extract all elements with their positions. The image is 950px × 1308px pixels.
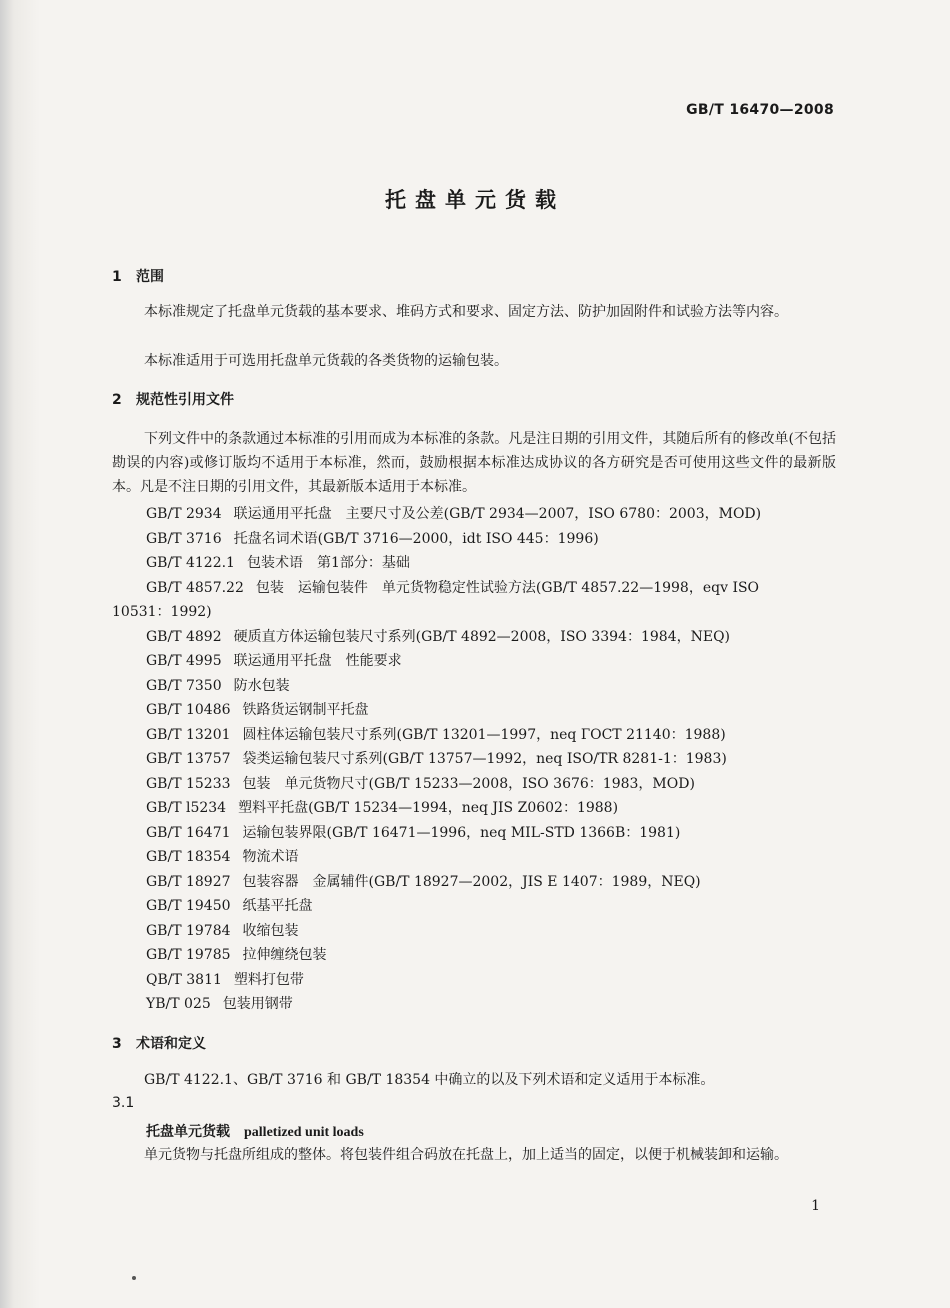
reference-item: GB/T 4122.1 包装术语 第1部分：基础 bbox=[146, 555, 410, 571]
section-1-heading bbox=[112, 266, 164, 286]
standard-id: GB/T 16470—2008 bbox=[686, 102, 834, 118]
section-2-paragraph-1: 下列文件中的条款通过本标准的引用而成为本标准的条款。凡是注日期的引用文件，其随后所有的修改单(不包括勘误的内容)或修订版均不适用于本标准，然而，鼓励根据本标准达成协议的各方研究是否可使用这些文件的最新版本。凡是不注日期的引用文件，其最新版本适用于本标准。 bbox=[112, 431, 836, 495]
section-3-paragraph-1: GB/T 4122.1、GB/T 3716 和 GB/T 18354 中确立的以及下列术语和定义适用于本标准。 bbox=[144, 1072, 715, 1088]
reference-item: GB/T 19785 拉伸缠绕包装 bbox=[146, 947, 327, 963]
reference-item-continuation: 10531：1992) bbox=[112, 604, 212, 620]
reference-item: GB/T 4892 硬质直方体运输包装尺寸系列(GB/T 4892—2008，ISO 3394：1984，NEQ) bbox=[146, 629, 731, 645]
subsection-number: 3.1 bbox=[112, 1095, 135, 1111]
reference-item: GB/T 18354 物流术语 bbox=[146, 849, 299, 865]
section-number: 2 bbox=[112, 392, 122, 408]
page-number: 1 bbox=[811, 1198, 820, 1214]
section-1-paragraph-2: 本标准适用于可选用托盘单元货载的各类货物的运输包装。 bbox=[144, 353, 508, 369]
term-chinese: 托盘单元货载 bbox=[146, 1124, 230, 1140]
reference-item: GB/T 16471 运输包装界限(GB/T 16471—1996，neq MIL-STD 1366B：1981) bbox=[146, 825, 681, 841]
reference-item: QB/T 3811 塑料打包带 bbox=[146, 972, 304, 988]
reference-item: GB/T 4995 联运通用平托盘 性能要求 bbox=[146, 653, 402, 669]
scan-speck bbox=[132, 1276, 136, 1280]
section-title: 规范性引用文件 bbox=[136, 392, 234, 408]
section-number: 3 bbox=[112, 1036, 122, 1052]
reference-item: GB/T 13757 袋类运输包装尺寸系列(GB/T 13757—1992，neq ISO/TR 8281-1：1983) bbox=[146, 751, 727, 767]
reference-item: GB/T 19784 收缩包装 bbox=[146, 923, 299, 939]
section-title: 范围 bbox=[136, 269, 164, 285]
reference-item: GB/T 3716 托盘名词术语(GB/T 3716—2000，idt ISO 445：1996) bbox=[146, 531, 599, 547]
section-2-heading bbox=[112, 389, 234, 409]
reference-item: YB/T 025 包装用钢带 bbox=[146, 996, 293, 1012]
reference-item: GB/T 13201 圆柱体运输包装尺寸系列(GB/T 13201—1997，neq ГОСТ 21140：1988) bbox=[146, 727, 726, 743]
term-entry bbox=[146, 1121, 364, 1141]
term-english: palletized unit loads bbox=[244, 1125, 364, 1140]
reference-item: GB/T 18927 包装容器 金属辅件(GB/T 18927—2002，JIS E 1407：1989，NEQ) bbox=[146, 874, 701, 890]
reference-item: GB/T 10486 铁路货运钢制平托盘 bbox=[146, 702, 369, 718]
reference-item: GB/T 7350 防水包装 bbox=[146, 678, 290, 694]
section-3-heading bbox=[112, 1033, 206, 1053]
section-number: 1 bbox=[112, 269, 122, 285]
section-title: 术语和定义 bbox=[136, 1036, 206, 1052]
reference-item: GB/T 4857.22 包装 运输包装件 单元货物稳定性试验方法(GB/T 4857.22—1998，eqv ISO bbox=[146, 580, 760, 596]
term-definition: 单元货物与托盘所组成的整体。将包装件组合码放在托盘上，加上适当的固定，以便于机械装卸和运输。 bbox=[144, 1147, 788, 1163]
document-title: 托盘单元货载 bbox=[385, 188, 565, 212]
reference-item: GB/T l5234 塑料平托盘(GB/T 15234—1994，neq JIS Z0602：1988) bbox=[146, 800, 619, 816]
reference-item: GB/T 15233 包装 单元货物尺寸(GB/T 15233—2008，ISO 3676：1983，MOD) bbox=[146, 776, 695, 792]
reference-item: GB/T 2934 联运通用平托盘 主要尺寸及公差(GB/T 2934—2007，ISO 6780：2003，MOD) bbox=[146, 506, 762, 522]
section-1-paragraph-1: 本标准规定了托盘单元货载的基本要求、堆码方式和要求、固定方法、防护加固附件和试验方法等内容。 bbox=[144, 304, 788, 320]
reference-item: GB/T 19450 纸基平托盘 bbox=[146, 898, 313, 914]
